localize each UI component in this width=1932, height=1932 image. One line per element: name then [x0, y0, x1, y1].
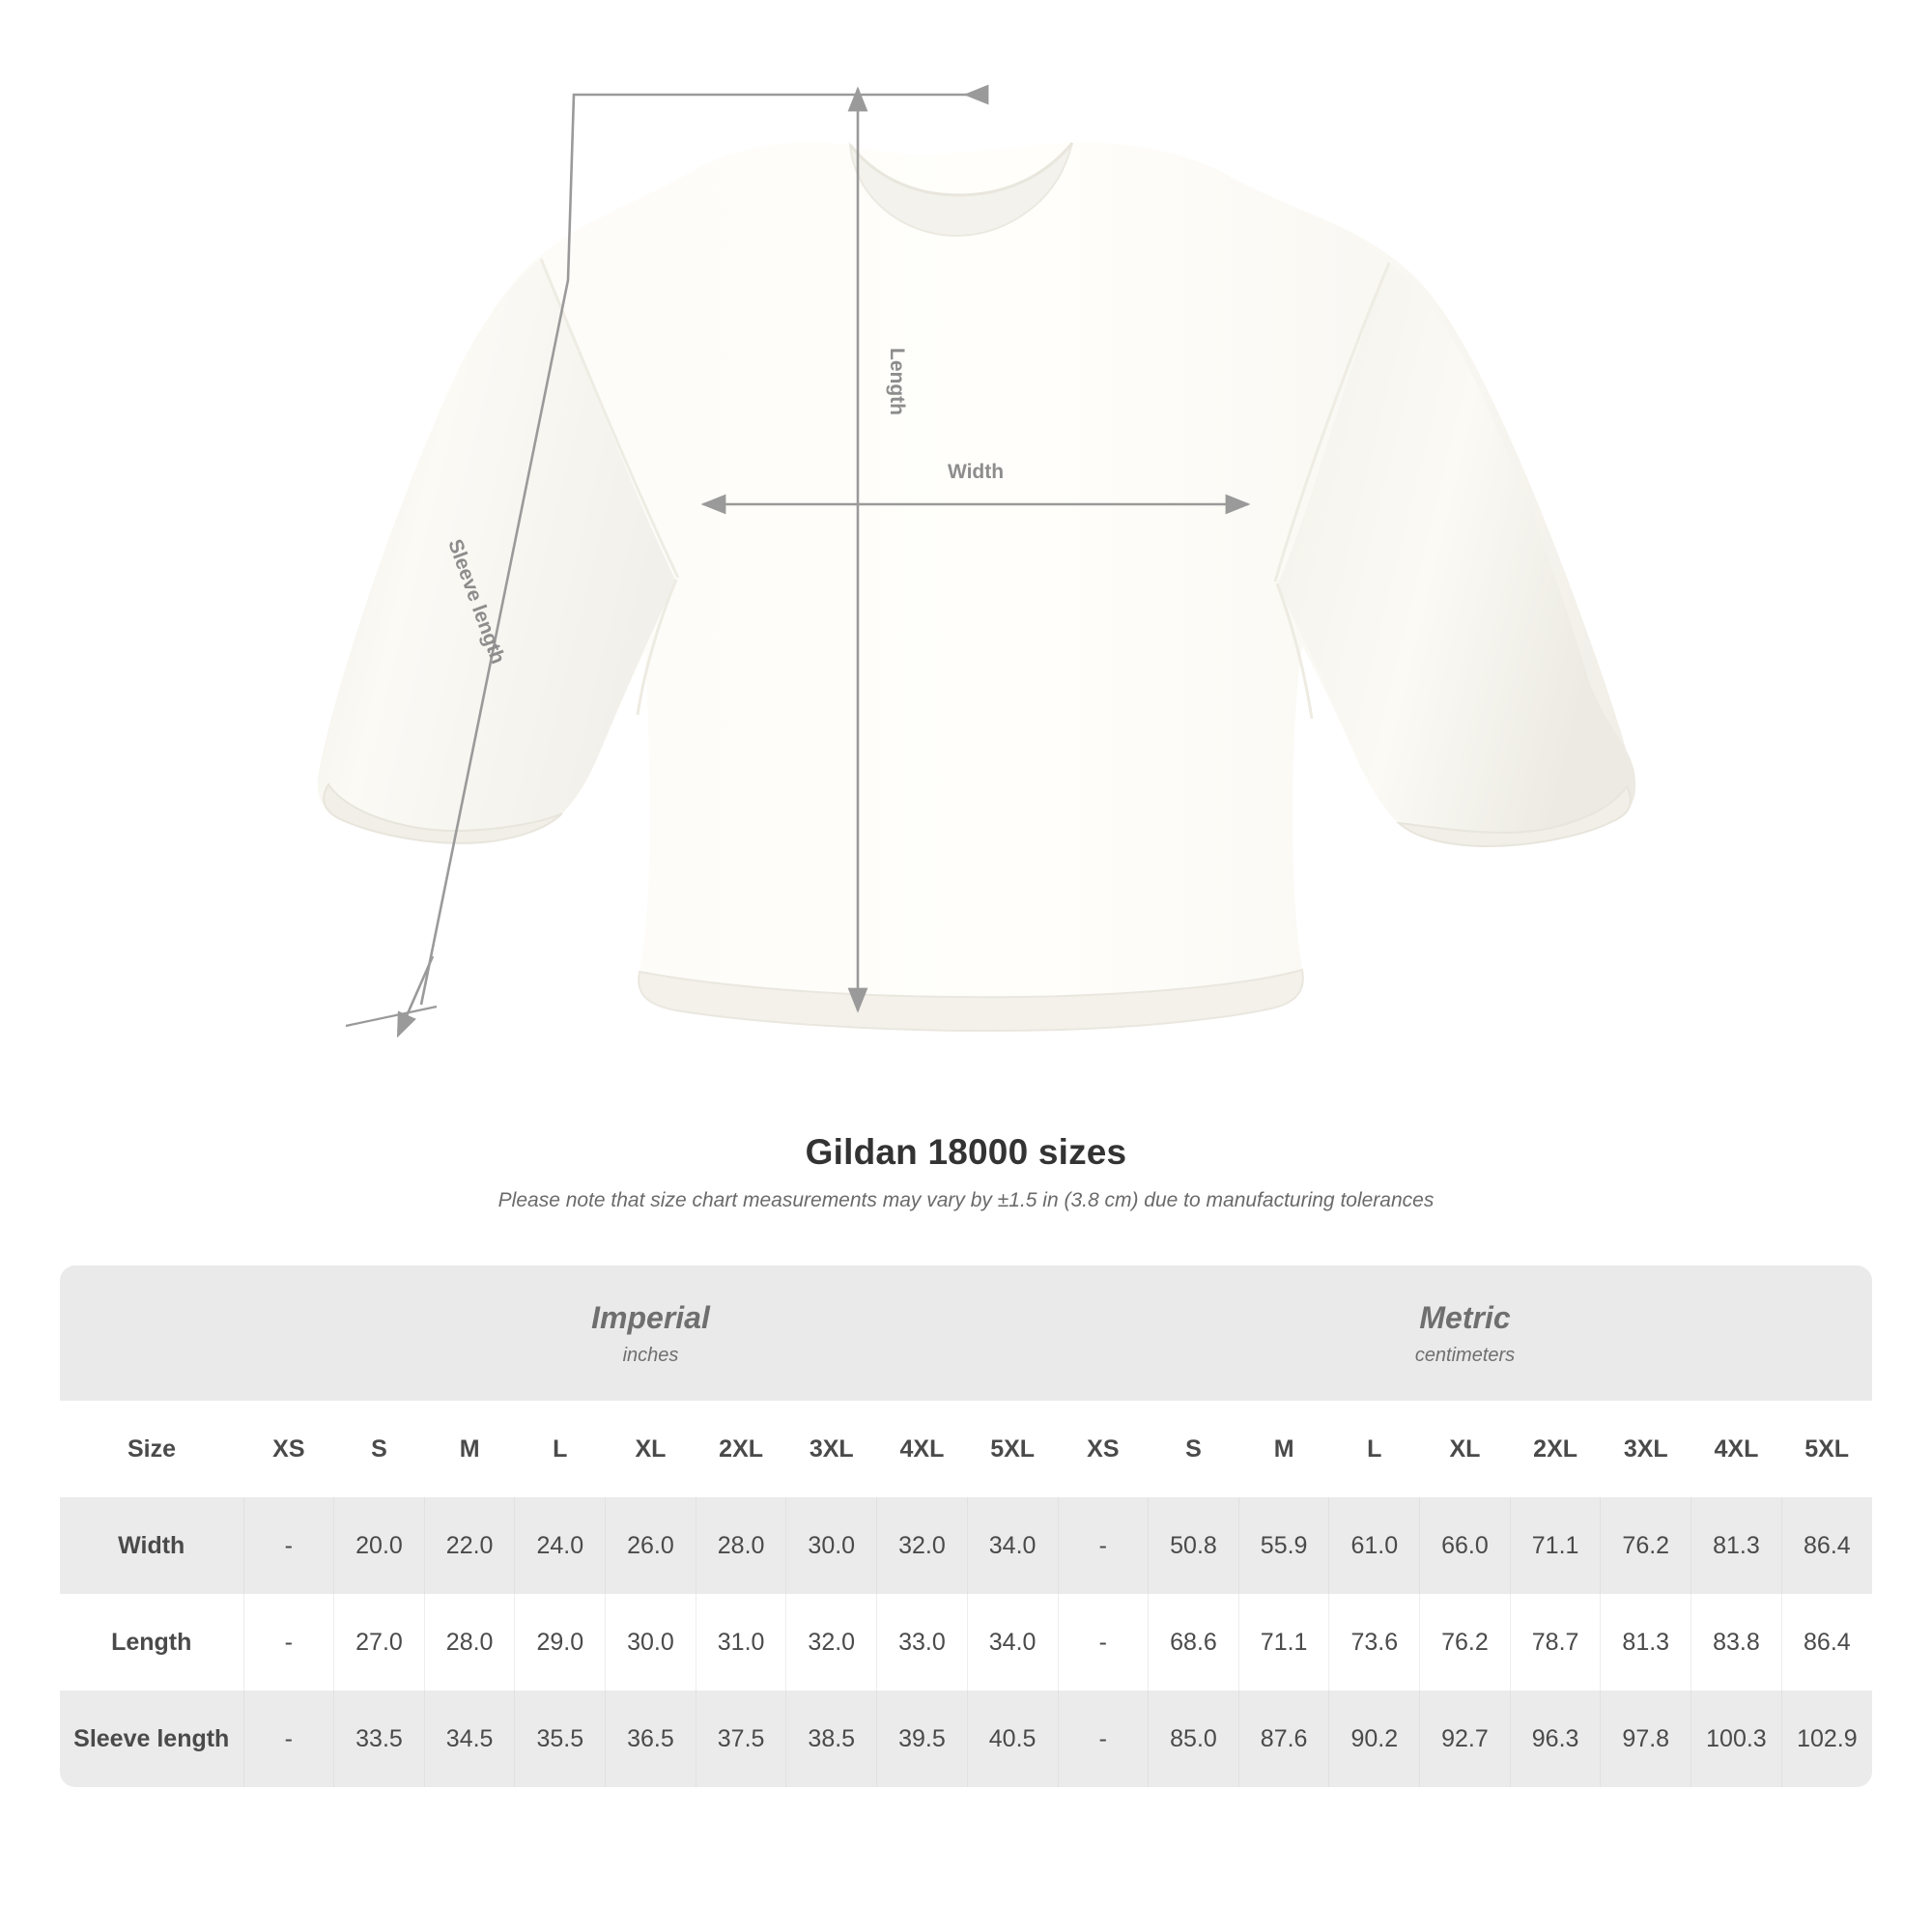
- measurement-cell: 100.3: [1691, 1690, 1782, 1787]
- unit-subtitle: centimeters: [1414, 1344, 1516, 1366]
- measurement-cell: 30.0: [606, 1594, 696, 1690]
- measurement-cell: 33.0: [877, 1594, 968, 1690]
- size-header-cell: L: [515, 1401, 606, 1497]
- measurement-cell: 61.0: [1329, 1497, 1420, 1594]
- measurement-cell: 34.5: [424, 1690, 515, 1787]
- measurement-cell: 73.6: [1329, 1594, 1420, 1690]
- measurement-cell: 71.1: [1510, 1497, 1601, 1594]
- size-header-cell: 3XL: [1601, 1401, 1691, 1497]
- measurement-cell: 40.5: [967, 1690, 1058, 1787]
- measurement-cell: 86.4: [1781, 1497, 1872, 1594]
- measurement-cell: 81.3: [1601, 1594, 1691, 1690]
- unit-name: Metric: [1419, 1299, 1511, 1335]
- measurement-cell: 38.5: [786, 1690, 877, 1787]
- unit-header-metric: [1058, 1265, 1872, 1401]
- size-header-cell: S: [1149, 1401, 1239, 1497]
- measurement-cell: 22.0: [424, 1497, 515, 1594]
- measurement-cell: 87.6: [1238, 1690, 1329, 1787]
- measurement-cell: 92.7: [1420, 1690, 1511, 1787]
- size-header-cell: S: [334, 1401, 425, 1497]
- measurement-cell: -: [243, 1497, 334, 1594]
- measurement-cell: 76.2: [1601, 1497, 1691, 1594]
- measurement-cell: 33.5: [334, 1690, 425, 1787]
- measurement-cell: -: [1058, 1497, 1149, 1594]
- size-header-cell: 3XL: [786, 1401, 877, 1497]
- tolerance-note: Please note that size chart measurements may vary by ±1.5 in (3.8 cm) due to manufacturing tolerances: [497, 1189, 1435, 1211]
- row-label-width: Width: [60, 1497, 243, 1594]
- row-label-length: Length: [60, 1594, 243, 1690]
- size-header-row: [60, 1401, 1872, 1497]
- page-title: Gildan 18000 sizes: [805, 1132, 1127, 1172]
- measurement-cell: 96.3: [1510, 1690, 1601, 1787]
- unit-header-row: [60, 1265, 1872, 1401]
- size-header-cell: XS: [1058, 1401, 1149, 1497]
- measurement-cell: 83.8: [1691, 1594, 1782, 1690]
- measurement-cell: 68.6: [1149, 1594, 1239, 1690]
- measurement-cell: -: [243, 1690, 334, 1787]
- measurement-cell: 28.0: [424, 1594, 515, 1690]
- size-label-cell: Size: [60, 1401, 243, 1497]
- measurement-cell: 102.9: [1781, 1690, 1872, 1787]
- sleeve-length-label: Sleeve length: [443, 536, 510, 668]
- measurement-cell: 34.0: [967, 1594, 1058, 1690]
- measurement-cell: 66.0: [1420, 1497, 1511, 1594]
- unit-row-spacer: [60, 1265, 243, 1401]
- measurement-cell: 37.5: [696, 1690, 786, 1787]
- size-header-cell: 4XL: [877, 1401, 968, 1497]
- measurement-cell: 35.5: [515, 1690, 606, 1787]
- table-row: [60, 1594, 1872, 1690]
- measurement-cell: 39.5: [877, 1690, 968, 1787]
- measurement-cell: 32.0: [786, 1594, 877, 1690]
- table-row: [60, 1690, 1872, 1787]
- measurement-cell: 31.0: [696, 1594, 786, 1690]
- measurement-cell: 90.2: [1329, 1690, 1420, 1787]
- size-header-cell: L: [1329, 1401, 1420, 1497]
- size-table-wrap: [60, 1265, 1872, 1787]
- measurement-cell: 34.0: [967, 1497, 1058, 1594]
- measurement-cell: 50.8: [1149, 1497, 1239, 1594]
- size-header-cell: XL: [1420, 1401, 1511, 1497]
- row-label-sleeve-length: Sleeve length: [60, 1690, 243, 1787]
- measurement-cell: -: [1058, 1690, 1149, 1787]
- size-table: [60, 1265, 1872, 1787]
- measurement-cell: 20.0: [334, 1497, 425, 1594]
- measurement-cell: 30.0: [786, 1497, 877, 1594]
- measurement-cell: 97.8: [1601, 1690, 1691, 1787]
- size-header-cell: 5XL: [1781, 1401, 1872, 1497]
- measurement-cell: 81.3: [1691, 1497, 1782, 1594]
- size-header-cell: 2XL: [1510, 1401, 1601, 1497]
- measurement-cell: 36.5: [606, 1690, 696, 1787]
- size-header-cell: M: [424, 1401, 515, 1497]
- measurement-cell: 78.7: [1510, 1594, 1601, 1690]
- sweatshirt-shape: [318, 142, 1635, 1031]
- size-header-cell: 5XL: [967, 1401, 1058, 1497]
- measurement-cell: 29.0: [515, 1594, 606, 1690]
- length-label: Length: [886, 348, 908, 415]
- unit-subtitle: inches: [622, 1344, 679, 1366]
- measurement-cell: 71.1: [1238, 1594, 1329, 1690]
- size-header-cell: 4XL: [1691, 1401, 1782, 1497]
- size-header-cell: XS: [243, 1401, 334, 1497]
- measurement-cell: 32.0: [877, 1497, 968, 1594]
- size-header-cell: 2XL: [696, 1401, 786, 1497]
- width-label: Width: [947, 461, 1005, 483]
- title-block: [0, 1132, 1932, 1212]
- unit-name: Imperial: [591, 1299, 710, 1335]
- measurement-cell: 27.0: [334, 1594, 425, 1690]
- measurement-cell: 24.0: [515, 1497, 606, 1594]
- measurement-cell: 76.2: [1420, 1594, 1511, 1690]
- measurement-cell: 85.0: [1149, 1690, 1239, 1787]
- table-row: [60, 1497, 1872, 1594]
- measurement-cell: 55.9: [1238, 1497, 1329, 1594]
- measurement-cell: -: [1058, 1594, 1149, 1690]
- measurement-cell: 28.0: [696, 1497, 786, 1594]
- size-header-cell: M: [1238, 1401, 1329, 1497]
- measurement-cell: -: [243, 1594, 334, 1690]
- size-header-cell: XL: [606, 1401, 696, 1497]
- measurement-cell: 86.4: [1781, 1594, 1872, 1690]
- unit-header-imperial: [243, 1265, 1058, 1401]
- measurement-cell: 26.0: [606, 1497, 696, 1594]
